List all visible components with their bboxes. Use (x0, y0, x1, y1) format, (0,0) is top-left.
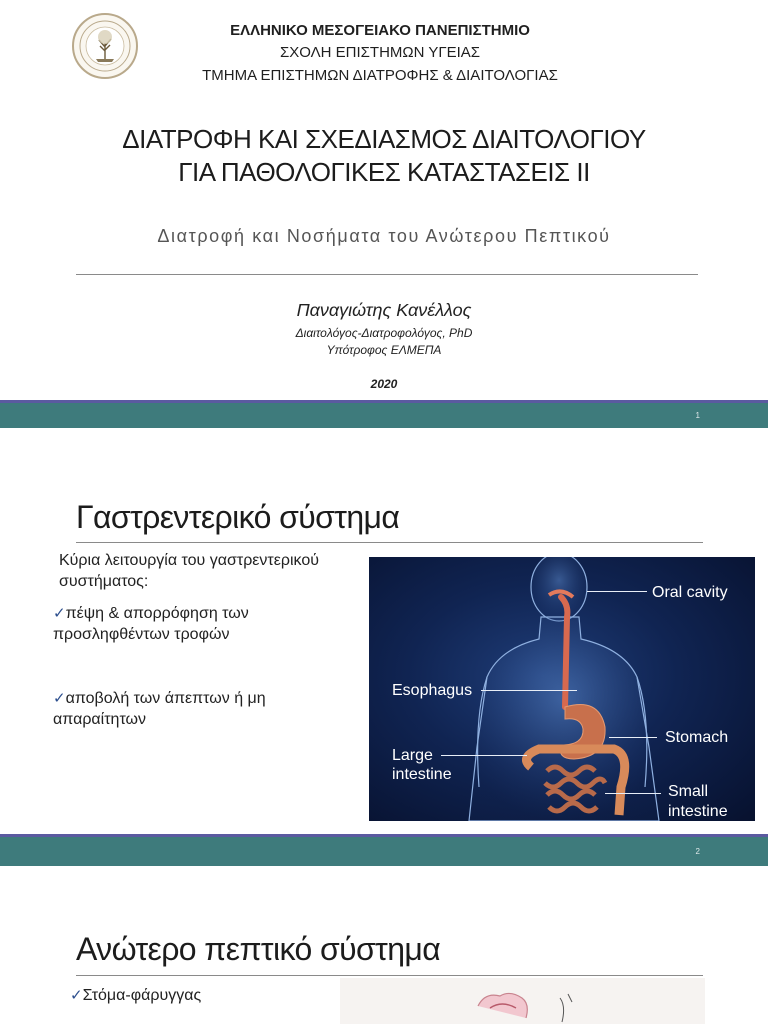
course-title-line2: ΓΙΑ ΠΑΘΟΛΟΓΙΚΕΣ ΚΑΤΑΣΤΑΣΕΙΣ ΙΙ (178, 157, 590, 187)
stomach-leader-line (609, 737, 657, 738)
small-intestine-label: Small (668, 783, 709, 800)
page-number: 1 (695, 411, 700, 420)
large-intestine-label-line2: intestine (392, 766, 452, 783)
title-divider (76, 274, 698, 275)
department-name: ΤΜΗΜΑ ΕΠΙΣΤΗΜΩΝ ΔΙΑΤΡΟΦΗΣ & ΔΙΑΙΤΟΛΟΓΙΑΣ (202, 67, 558, 84)
presentation-year: 2020 (370, 377, 398, 391)
title-slide (0, 0, 768, 432)
digestive-system-figure (369, 557, 755, 821)
oral-cavity-leader-line (587, 591, 647, 592)
checkmark-icon: ✓ (70, 987, 83, 1004)
slide-footer-bar (0, 400, 768, 428)
bullet-item (53, 688, 353, 730)
bullet-item (70, 985, 330, 1006)
upper-gi-slide (0, 866, 768, 1024)
university-seal-icon (74, 15, 136, 77)
slide-heading: Γαστρεντερικό σύστημα (76, 499, 400, 535)
author-role: Διαιτολόγος-Διατροφολόγος, PhD (295, 326, 473, 340)
university-logo (72, 13, 138, 79)
esophagus-leader-line (481, 690, 577, 691)
university-name: ΕΛΛΗΝΙΚΟ ΜΕΣΟΓΕΙΑΚΟ ΠΑΝΕΠΙΣΤΗΜΙΟ (230, 22, 530, 39)
checkmark-icon: ✓ (53, 690, 66, 707)
oral-cavity-label: Oral cavity (652, 584, 728, 601)
stomach-label: Stomach (665, 729, 729, 746)
large-intestine-leader-line (441, 755, 527, 756)
small-intestine-label-line2: intestine (668, 803, 728, 820)
intro-text: Κύρια λειτουργία του γαστρεντερικού συστήματος: (59, 552, 319, 590)
lecture-subtitle: Διατροφή και Νοσήματα του Ανώτερου Πεπτικού (157, 226, 611, 246)
bullet-item (53, 603, 353, 645)
heading-divider (76, 542, 703, 543)
heading-divider (76, 975, 703, 976)
bullet-text: αποβολή των άπεπτων ή μη απαραίτητων (53, 690, 266, 728)
small-intestine-leader-line (605, 793, 661, 794)
bullet-text: πέψη & απορρόφηση των προσληφθέντων τροφών (53, 605, 249, 643)
page-number: 2 (695, 847, 700, 856)
slide-footer-bar (0, 834, 768, 866)
school-name: ΣΧΟΛΗ ΕΠΙΣΤΗΜΩΝ ΥΓΕΙΑΣ (279, 44, 481, 61)
oral-anatomy-figure (340, 978, 705, 1024)
esophagus-label: Esophagus (392, 682, 473, 699)
bullet-text: Στόμα-φάρυγγας (82, 987, 202, 1004)
checkmark-icon: ✓ (53, 605, 66, 622)
slide-heading: Ανώτερο πεπτικό σύστημα (76, 931, 441, 967)
author-name: Παναγιώτης Κανέλλος (296, 300, 472, 320)
mouth-pharynx-illustration (340, 978, 705, 1024)
author-affiliation: Υπότροφος ΕΛΜΕΠΑ (326, 343, 442, 357)
course-title-line1: ΔΙΑΤΡΟΦΗ ΚΑΙ ΣΧΕΔΙΑΣΜΟΣ ΔΙΑΙΤΟΛΟΓΙΟΥ (122, 124, 646, 154)
gi-system-slide (0, 432, 768, 866)
large-intestine-label: Large (392, 747, 433, 764)
